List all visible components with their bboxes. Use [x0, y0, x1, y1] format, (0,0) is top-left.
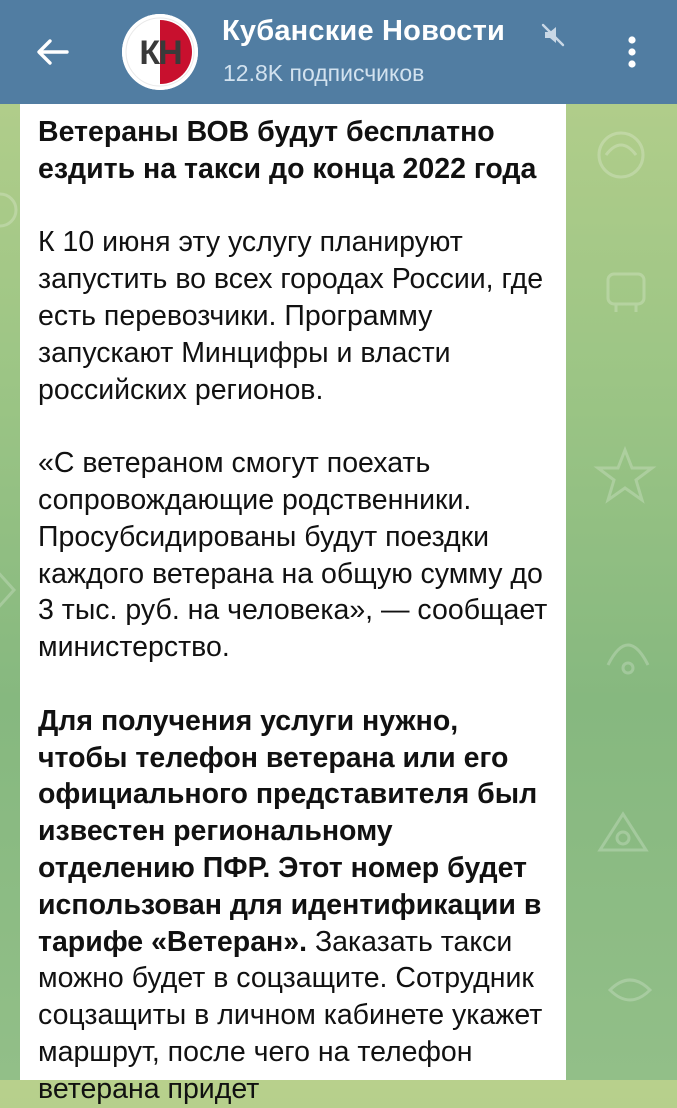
- paragraph-gap: [38, 666, 548, 703]
- bold-text: Для получения услуги нужно, чтобы телефон ветерана или его официального представителя был известен региональному отделению ПФР. Этот номер будет использован для идентификации в тарифе «Ветеран».: [38, 704, 542, 958]
- subscriber-count: 12.8K подписчиков: [223, 60, 425, 86]
- more-menu-button[interactable]: [612, 30, 652, 74]
- channel-avatar[interactable]: [122, 14, 198, 90]
- channel-logo: [122, 14, 198, 90]
- message-bubble[interactable]: [20, 104, 566, 1105]
- more-vertical-icon: [627, 35, 637, 69]
- doodle-pattern: [0, 560, 20, 620]
- message-paragraph: [38, 703, 548, 1108]
- doodle-pattern: [588, 800, 658, 870]
- muted-speaker-icon: [541, 22, 567, 48]
- doodle-pattern: [600, 960, 660, 1020]
- regular-text: Заказать такси можно будет в соцзащите. Сотрудник соцзащиты в личном кабинете укажет маршрут, после чего на телефон ветерана придет: [38, 925, 543, 1105]
- message-headline: Ветераны ВОВ будут бесплатно ездить на такси до конца 2022 года: [38, 116, 537, 185]
- avatar-letters: КН: [139, 34, 181, 72]
- doodle-pattern: [590, 440, 660, 510]
- paragraph-gap: [38, 188, 548, 225]
- message-paragraph: К 10 июня эту услугу планируют запустить во всех городах России, где есть перевозчики. Программу запускают Минцифры и власти российских регионов.: [38, 226, 544, 406]
- message-paragraph: «С ветераном смогут поехать сопровождающие родственники. Просубсидированы будут поездки каждого ветерана на общую сумму до 3 тыс. руб. на человека», — сообщает министерство.: [38, 447, 548, 664]
- chat-header: [0, 0, 677, 104]
- channel-title[interactable]: Кубанские Новости: [222, 15, 506, 47]
- doodle-pattern: [596, 260, 656, 320]
- paragraph-gap: [38, 408, 548, 445]
- back-button[interactable]: [26, 26, 78, 78]
- doodle-pattern: [598, 620, 658, 680]
- doodle-pattern: [0, 180, 20, 240]
- arrow-left-icon: [35, 37, 69, 67]
- doodle-pattern: [586, 120, 656, 190]
